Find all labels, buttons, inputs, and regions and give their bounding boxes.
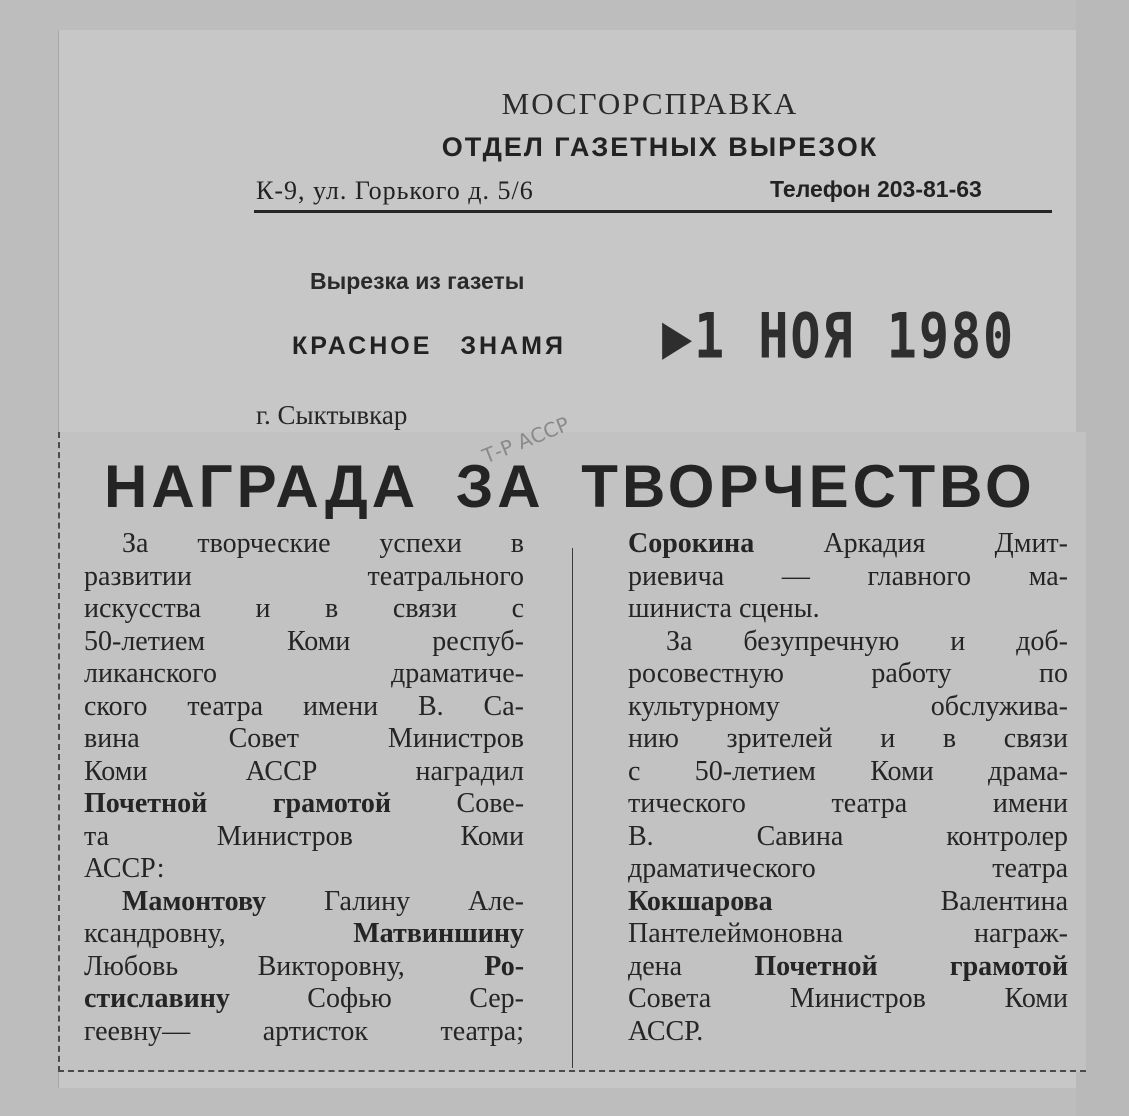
address: К-9, ул. Горького д. 5/6 xyxy=(256,176,534,205)
text-fragment: Галину Але- xyxy=(324,885,524,917)
text-line: развитии театрального xyxy=(84,560,524,592)
date-stamp-text: 1 НОЯ 1980 xyxy=(694,300,1016,373)
column-divider xyxy=(572,548,573,1068)
text-line: шиниста сцены. xyxy=(628,593,820,624)
text-line: росовестную работу по xyxy=(628,658,1068,689)
text-fragment: ксандровну, xyxy=(84,918,226,949)
bold-phrase: Почетной грамотой xyxy=(84,788,391,819)
text-line: геевну— артисток театра; xyxy=(84,1015,524,1047)
city: г. Сыктывкар xyxy=(256,400,408,430)
text-line: ского театра имени В. Са- xyxy=(84,690,524,722)
text-line: культурному обслужива- xyxy=(628,690,1068,722)
text-line: Пантелеймоновна награж- xyxy=(628,918,1068,949)
bold-name: Матвиншину xyxy=(353,918,524,949)
text-line xyxy=(84,951,524,984)
clip-label: Вырезка из газеты xyxy=(310,268,525,294)
text-line: с 50-летием Коми драма- xyxy=(628,755,1068,787)
text-line: Коми АССР наградил xyxy=(84,755,524,787)
article-headline: НАГРАДА ЗА ТВОРЧЕСТВО xyxy=(104,453,1036,520)
text-line: риевича — главного ма- xyxy=(628,560,1068,592)
text-line: АССР: xyxy=(84,853,165,884)
text-line: драматического театра xyxy=(628,853,1068,884)
phone: Телефон 203-81-63 xyxy=(770,176,982,202)
text-line: тического театра имени xyxy=(628,788,1068,819)
text-fragment: дена xyxy=(628,950,683,982)
text-fragment: Софью Сер- xyxy=(307,983,524,1014)
pencil-note: Т-Р АССР xyxy=(478,411,573,469)
text-line xyxy=(84,983,524,1016)
text-fragment: Аркадия Дмит- xyxy=(823,528,1068,559)
text-line: В. Савина контролер xyxy=(628,820,1068,852)
article-column-right xyxy=(628,528,1068,1048)
text-line: ликанского драматиче- xyxy=(84,658,524,689)
text-line xyxy=(628,951,1068,984)
date-stamp: ▶1 НОЯ 1980 xyxy=(662,300,1016,373)
text-line: За творческие успехи в xyxy=(122,528,524,559)
org-name: МОСГОРСПРАВКА xyxy=(501,86,799,121)
text-line xyxy=(84,788,524,821)
text-line: АССР. xyxy=(628,1015,704,1047)
bold-name: Ро- xyxy=(484,950,525,982)
bold-name: Мамонтову xyxy=(122,885,267,917)
bold-phrase: Почетной грамотой xyxy=(754,950,1068,982)
text-line xyxy=(84,918,524,951)
bold-name: Кокшарова xyxy=(628,885,773,917)
article-column-left xyxy=(84,528,524,1048)
text-line xyxy=(628,528,1068,561)
text-line: Совета Министров Коми xyxy=(628,983,1068,1014)
header-divider xyxy=(254,210,1052,213)
text-line: За безупречную и доб- xyxy=(666,625,1068,657)
text-fragment: Любовь Викторовну, xyxy=(84,950,405,982)
text-line xyxy=(628,886,1068,919)
bold-name: стиславину xyxy=(84,983,230,1014)
department-name: ОТДЕЛ ГАЗЕТНЫХ ВЫРЕЗОК xyxy=(441,132,879,162)
text-fragment: Сове- xyxy=(456,788,525,819)
text-fragment: Валентина xyxy=(940,885,1068,917)
text-line: вина Совет Министров xyxy=(84,723,524,754)
text-line: 50-летием Коми респуб- xyxy=(84,625,524,657)
text-line xyxy=(84,886,524,919)
text-line: искусства и в связи с xyxy=(84,593,524,624)
bold-name: Сорокина xyxy=(628,528,755,559)
text-line: та Министров Коми xyxy=(84,820,524,852)
newspaper-name: КРАСНОЕ ЗНАМЯ xyxy=(292,332,566,360)
text-line: нию зрителей и в связи xyxy=(628,723,1068,754)
